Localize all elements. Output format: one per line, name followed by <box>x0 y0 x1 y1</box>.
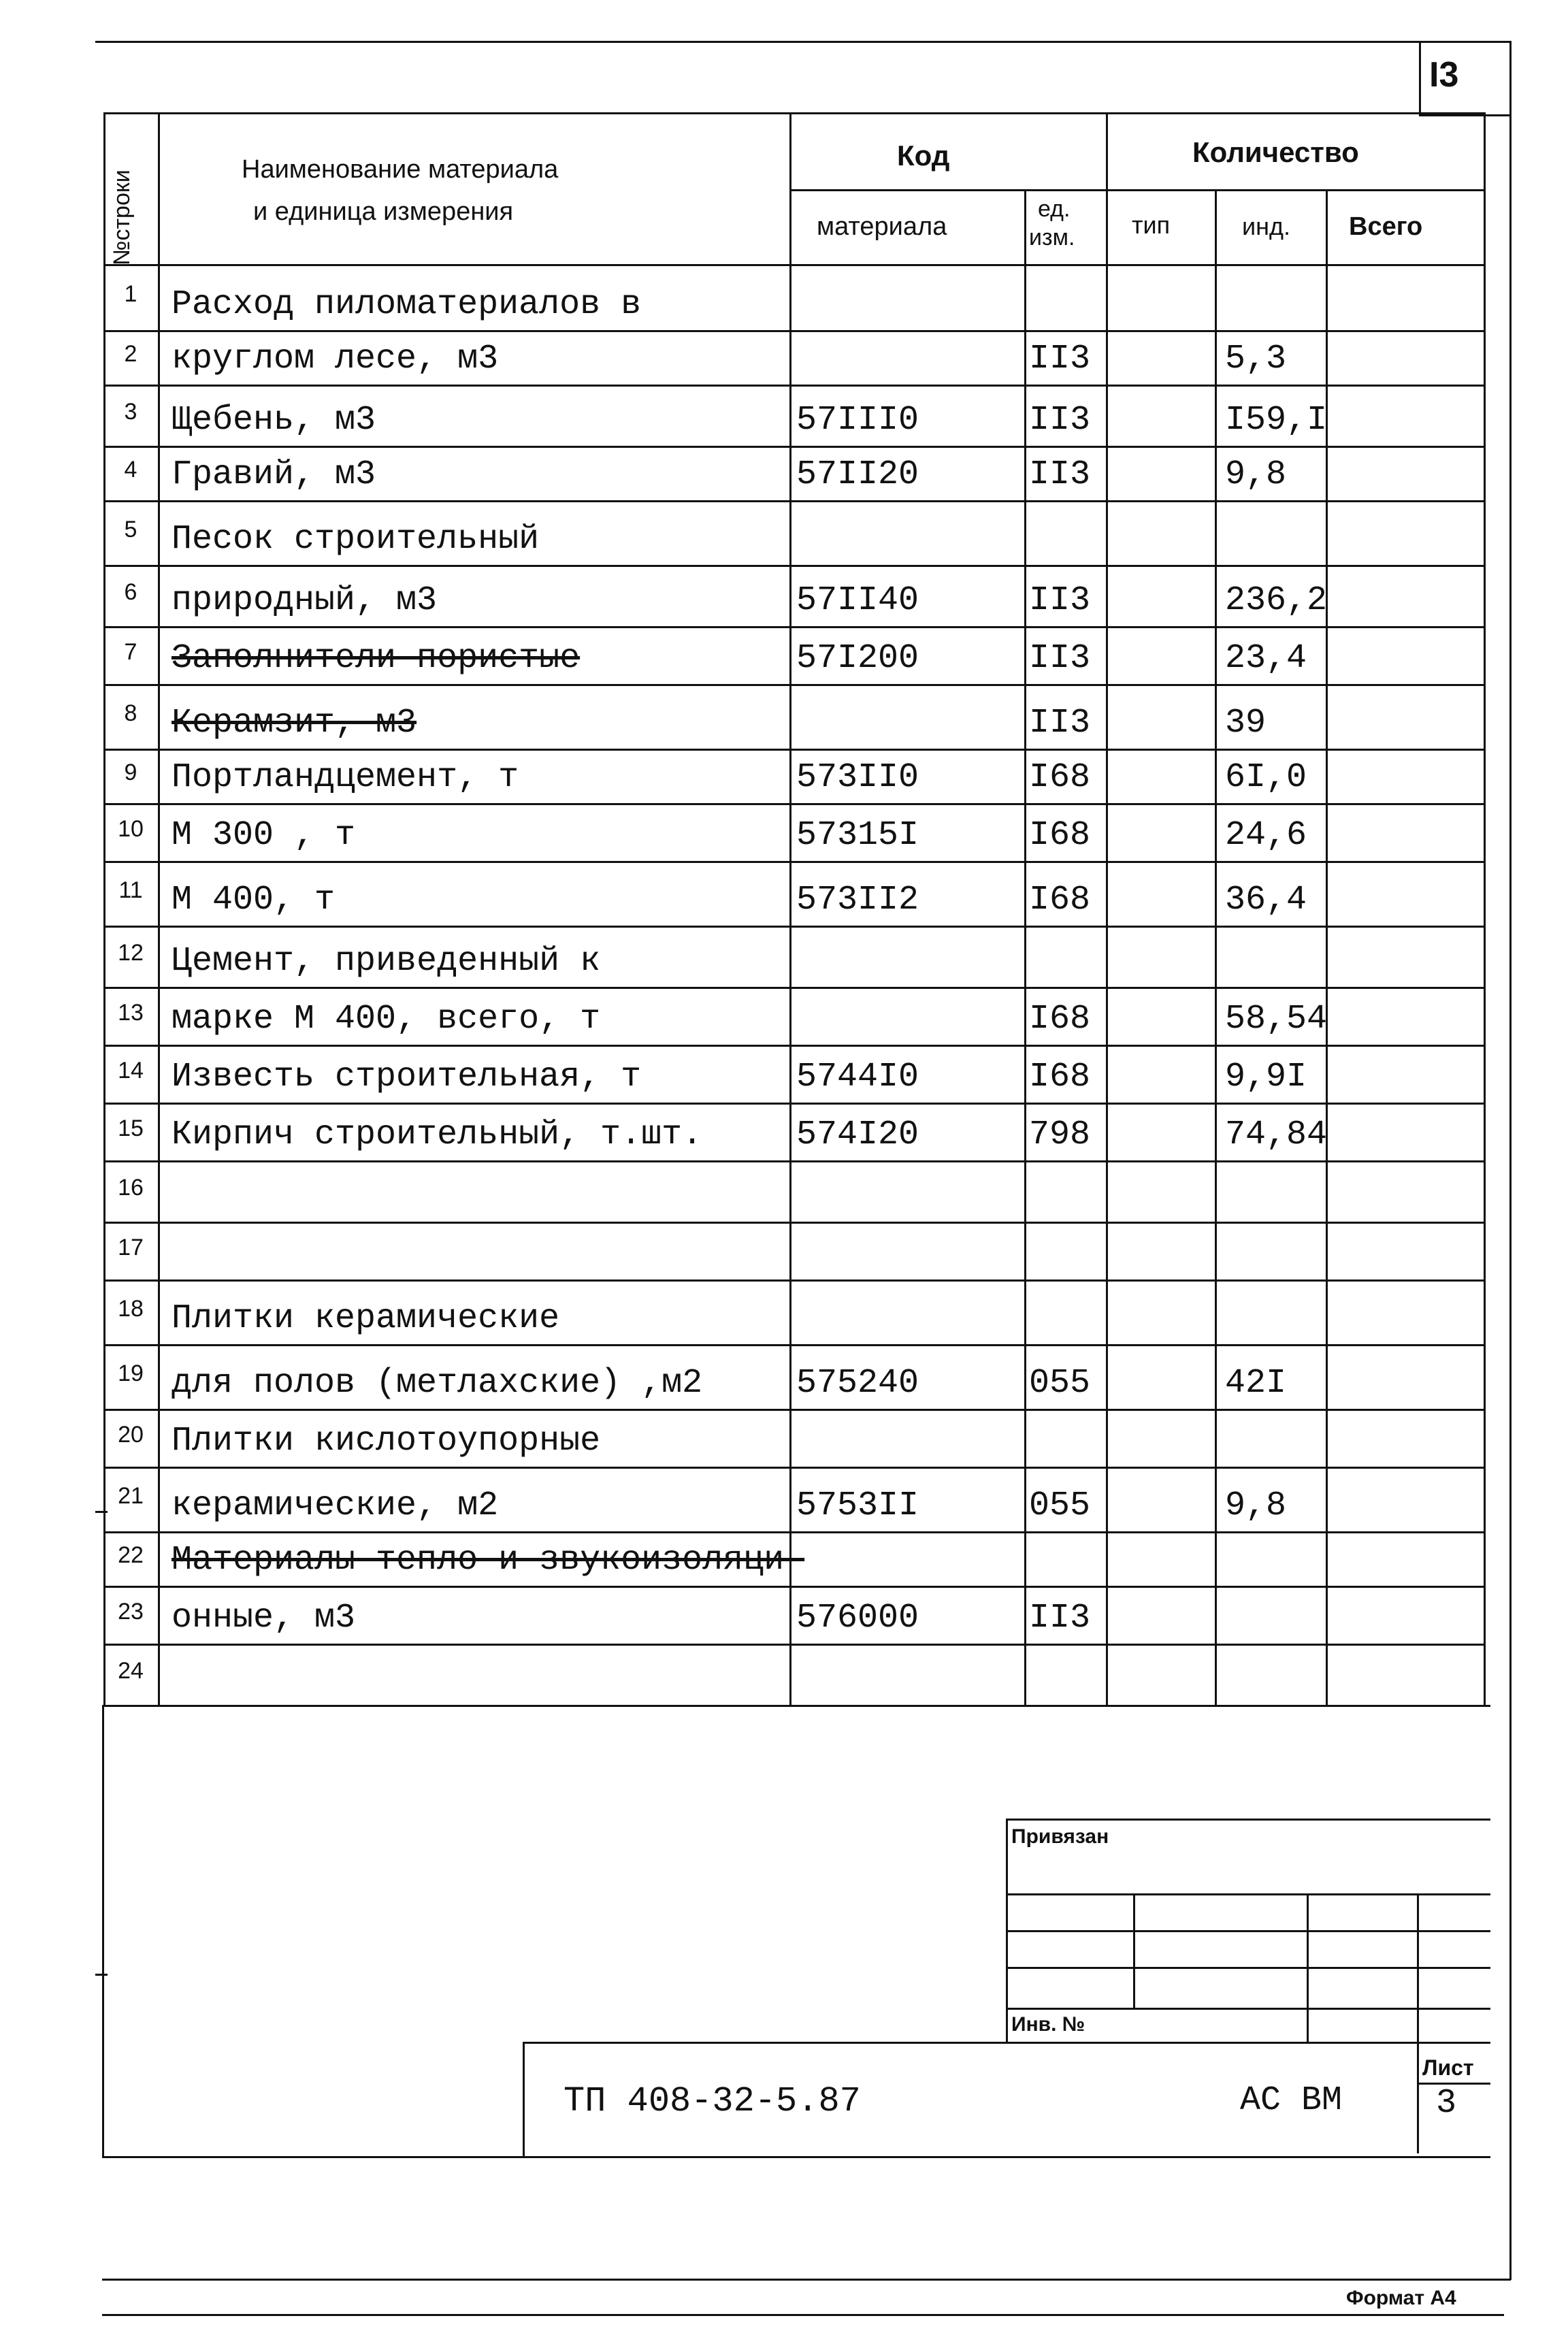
row-number: 1 <box>124 280 137 307</box>
quantity-ind: 9,8 <box>1225 455 1287 494</box>
material-code: 57315I <box>796 816 919 855</box>
material-code: 57III0 <box>796 401 919 440</box>
row-rule <box>103 803 1484 805</box>
row-rule <box>103 684 1484 686</box>
unit-code: I68 <box>1029 1058 1091 1096</box>
row-rule <box>103 626 1484 628</box>
material-name: Песок строительный <box>172 520 540 559</box>
sheet-label: Лист <box>1422 2055 1474 2080</box>
material-code: 574I20 <box>796 1115 919 1154</box>
unit-code: I68 <box>1029 1000 1091 1039</box>
unit-code: 055 <box>1029 1364 1091 1403</box>
unit-code: I68 <box>1029 758 1091 797</box>
row-rule <box>103 500 1484 502</box>
format-label: Формат А4 <box>1346 2287 1456 2309</box>
material-name: для полов (метлахские) ,м2 <box>172 1364 703 1403</box>
row-number: 9 <box>124 760 137 785</box>
material-name: Цемент, приведенный к <box>172 942 601 981</box>
row-number: 17 <box>118 1234 144 1260</box>
quantity-ind: 36,4 <box>1225 881 1307 919</box>
row-rule <box>103 926 1484 928</box>
row-rule <box>103 330 1484 332</box>
row-number: 13 <box>118 999 144 1026</box>
col-rule <box>1215 189 1217 1705</box>
row-number: 21 <box>118 1482 144 1509</box>
row-rule <box>103 1586 1484 1588</box>
material-name: М 400, т <box>172 881 336 919</box>
material-code: 576000 <box>796 1599 919 1637</box>
unit-header-line1: ед. <box>1038 196 1071 222</box>
quantity-ind: 24,6 <box>1225 816 1307 855</box>
code-group-header: Код <box>897 140 950 172</box>
row-number: 12 <box>118 940 144 966</box>
material-code: 573II2 <box>796 881 919 919</box>
title-block-bottom <box>102 2156 1490 2158</box>
sheet-number: 3 <box>1436 2084 1457 2123</box>
document-code: ТП 408-32-5.87 <box>564 2081 861 2121</box>
row-rule <box>103 1644 1484 1646</box>
material-name: Материалы тепло и звукоизоляци- <box>172 1541 805 1580</box>
row-rule <box>103 1344 1484 1346</box>
row-number: 8 <box>124 700 137 726</box>
quantity-ind: 6I,0 <box>1225 758 1307 797</box>
table-right-rule <box>1484 112 1486 1705</box>
quantity-group-header: Количество <box>1192 136 1359 168</box>
row-rule <box>103 385 1484 387</box>
document-mark: АС ВМ <box>1240 2081 1343 2120</box>
material-name: природный, м3 <box>172 581 438 620</box>
margin-mark <box>95 1974 108 1976</box>
table-top-rule <box>103 112 1484 114</box>
row-number: 5 <box>124 516 137 542</box>
row-rule <box>103 1531 1484 1533</box>
unit-code: II3 <box>1029 581 1091 620</box>
row-number: 20 <box>118 1421 144 1448</box>
quantity-ind: 5,3 <box>1225 340 1287 378</box>
bottom-border <box>102 2279 1511 2281</box>
row-rule <box>103 1222 1484 1224</box>
quantity-ind: 39 <box>1225 704 1267 743</box>
material-name: Кирпич строительный, т.шт. <box>172 1115 703 1154</box>
header-mid-rule <box>789 189 1484 191</box>
material-name: Портландцемент, т <box>172 758 519 797</box>
row-number: 11 <box>118 877 143 903</box>
row-number: 23 <box>118 1598 144 1625</box>
quantity-ind: 74,84 <box>1225 1115 1328 1154</box>
row-rule <box>103 987 1484 989</box>
unit-code: I68 <box>1029 881 1091 919</box>
material-name: Щебень, м3 <box>172 401 376 440</box>
page-number: I3 <box>1429 55 1459 95</box>
row-number: 24 <box>118 1658 144 1684</box>
type-header: тип <box>1132 211 1171 239</box>
material-name: круглом лесе, м3 <box>172 340 499 378</box>
unit-code: II3 <box>1029 340 1091 378</box>
row-number: 2 <box>124 341 137 367</box>
unit-header-line2: изм. <box>1029 225 1075 250</box>
row-number: 16 <box>118 1175 144 1201</box>
footer-line <box>102 2314 1504 2316</box>
material-name: Известь строительная, т <box>172 1058 642 1096</box>
quantity-ind: 9,9I <box>1225 1058 1307 1096</box>
stamp-vline2 <box>1307 1895 1309 2043</box>
material-name: М 300 , т <box>172 816 356 855</box>
material-name: Керамзит, м3 <box>172 704 417 743</box>
material-name: Расход пиломатериалов в <box>172 285 642 324</box>
stamp-vline1 <box>1133 1895 1135 2009</box>
material-code: 573II0 <box>796 758 919 797</box>
material-name: онные, м3 <box>172 1599 356 1637</box>
col-rule <box>789 112 791 1705</box>
col-rule <box>1024 189 1026 1705</box>
row-rule <box>103 565 1484 567</box>
row-number: 19 <box>118 1360 144 1386</box>
material-name: керамические, м2 <box>172 1486 499 1525</box>
quantity-ind: 58,54 <box>1225 1000 1328 1039</box>
row-rule <box>103 1467 1484 1469</box>
material-code: 5744I0 <box>796 1058 919 1096</box>
row-rule <box>103 749 1484 751</box>
quantity-ind: I59,I <box>1225 401 1328 440</box>
row-rule <box>103 1409 1484 1411</box>
material-code-header: материала <box>817 212 947 241</box>
page-number-box-left <box>1419 41 1421 116</box>
row-number: 18 <box>118 1295 144 1322</box>
unit-code: 798 <box>1029 1115 1091 1154</box>
quantity-ind: 42I <box>1225 1364 1287 1403</box>
material-name: Плитки керамические <box>172 1299 560 1338</box>
col-rule <box>1106 112 1108 1705</box>
material-code: 57I200 <box>796 639 919 678</box>
right-border <box>1509 41 1512 2280</box>
unit-code: II3 <box>1029 1599 1091 1637</box>
page-number-box-bottom <box>1419 114 1511 116</box>
unit-code: II3 <box>1029 401 1091 440</box>
row-rule <box>103 1103 1484 1105</box>
material-code: 57II20 <box>796 455 919 494</box>
material-name: Гравий, м3 <box>172 455 376 494</box>
material-name: Заполнители пористые <box>172 639 581 678</box>
material-code: 5753II <box>796 1486 919 1525</box>
stamp-top <box>1006 1819 1490 1821</box>
frame-left-rule <box>102 1705 104 2157</box>
title-block-left <box>523 2042 525 2157</box>
row-rule <box>103 861 1484 863</box>
unit-code: II3 <box>1029 639 1091 678</box>
name-header-line1: Наименование материала <box>242 155 559 184</box>
quantity-ind: 236,2 <box>1225 581 1328 620</box>
unit-code: II3 <box>1029 455 1091 494</box>
header-bottom-rule <box>103 264 1484 266</box>
material-code: 575240 <box>796 1364 919 1403</box>
unit-code: I68 <box>1029 816 1091 855</box>
title-block-top <box>523 2042 1490 2044</box>
ind-header: инд. <box>1242 212 1290 240</box>
stamp-vline3 <box>1417 1895 1419 2153</box>
row-rule <box>103 1279 1484 1282</box>
material-name: марке М 400, всего, т <box>172 1000 601 1039</box>
total-header: Всего <box>1349 212 1423 241</box>
unit-code: II3 <box>1029 704 1091 743</box>
row-number: 22 <box>118 1542 144 1568</box>
unit-code: 055 <box>1029 1486 1091 1525</box>
row-rule <box>103 1045 1484 1047</box>
material-code: 57II40 <box>796 581 919 620</box>
row-number: 14 <box>118 1057 144 1083</box>
row-number: 10 <box>118 815 144 842</box>
row-rule <box>103 1160 1484 1162</box>
table-bottom-rule <box>102 1705 1490 1707</box>
stamp-left <box>1006 1819 1008 2043</box>
row-number: 4 <box>124 457 137 483</box>
quantity-ind: 23,4 <box>1225 639 1307 678</box>
row-number: 6 <box>124 579 137 605</box>
row-rule <box>103 446 1484 448</box>
row-number: 15 <box>118 1115 144 1141</box>
top-border <box>95 41 1511 43</box>
row-number-header: №строки <box>109 169 135 265</box>
inventory-label: Инв. № <box>1011 2013 1085 2036</box>
quantity-ind: 9,8 <box>1225 1486 1287 1525</box>
name-header-line2: и единица измерения <box>253 197 514 226</box>
row-number: 3 <box>124 399 137 425</box>
margin-mark <box>95 1511 108 1513</box>
row-number: 7 <box>124 638 137 665</box>
bound-label: Привязан <box>1011 1825 1109 1848</box>
col-rule <box>158 112 160 1705</box>
material-name: Плитки кислотоупорные <box>172 1422 601 1461</box>
